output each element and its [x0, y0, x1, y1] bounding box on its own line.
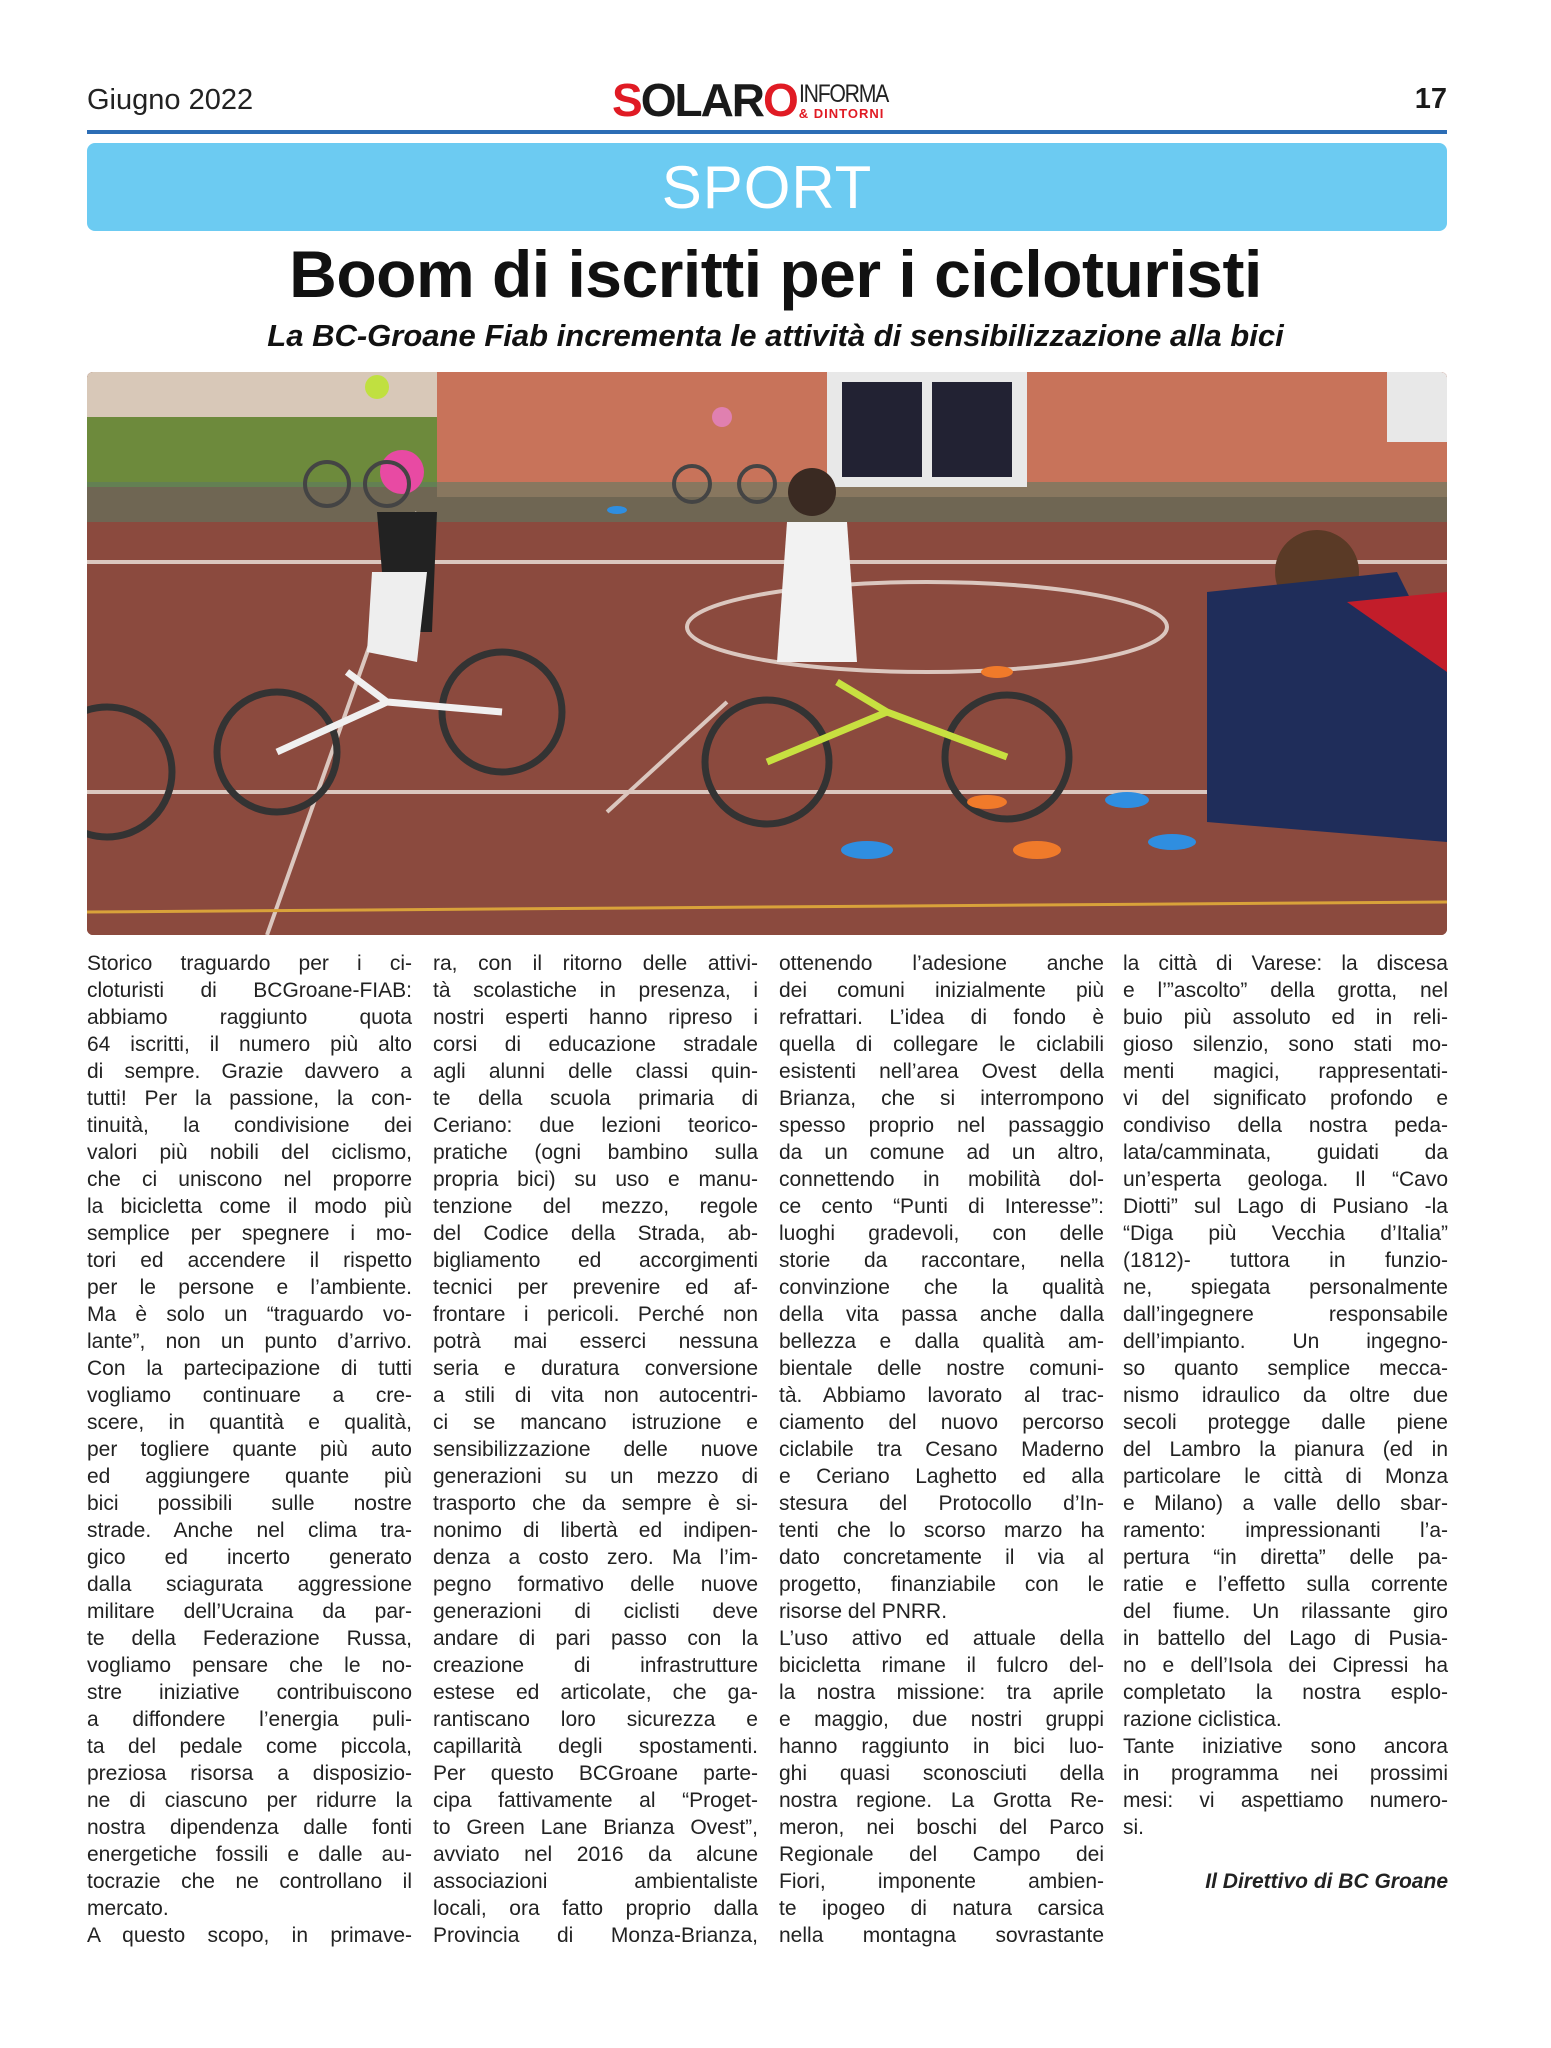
text-line: tà. Abbiamo lavorato al trac-: [779, 1384, 1104, 1407]
text-line: tecnici per prevenire ed af-: [433, 1276, 758, 1299]
text-line: luoghi gradevoli, con delle: [779, 1222, 1104, 1245]
text-line: rantiscano loro sicurezza e: [433, 1708, 758, 1731]
article-column-3: [779, 950, 1104, 1949]
text-line: convinzione che la qualità: [779, 1276, 1104, 1299]
text-line: (1812)- tuttora in funzio-: [1123, 1249, 1448, 1272]
issue-date: Giugno 2022: [87, 84, 254, 116]
paragraph: [1123, 1733, 1448, 1841]
text-line: buio più assoluto ed in reli-: [1123, 1006, 1448, 1029]
text-line: e maggio, due nostri gruppi: [779, 1708, 1104, 1731]
text-line: creazione di infrastrutture: [433, 1654, 758, 1677]
text-line: progetto, finanziabile con le: [779, 1573, 1104, 1596]
text-line: a stili di vita non autocentri-: [433, 1384, 758, 1407]
text-line: seria e duratura conversione: [433, 1357, 758, 1380]
text-line: dall’ingegnere responsabile: [1123, 1303, 1448, 1326]
author-signature: Il Direttivo di BC Groane: [1205, 1870, 1448, 1893]
text-line: so quanto semplice mecca-: [1123, 1357, 1448, 1380]
masthead-logo: [612, 74, 904, 126]
text-line: tutti! Per la passione, la con-: [87, 1087, 412, 1110]
text-line: nella montagna sovrastante: [779, 1924, 1104, 1947]
text-line: dalla sciagurata aggressione: [87, 1573, 412, 1596]
text-line: vi del significato profondo e: [1123, 1087, 1448, 1110]
text-line: generazioni di ciclisti deve: [433, 1600, 758, 1623]
logo-subtitle: INFORMA & DINTORNI: [798, 80, 888, 121]
text-line: si.: [1123, 1816, 1144, 1839]
text-line: ed aggiungere quante più: [87, 1465, 412, 1488]
text-line: ghi quasi sconosciuti della: [779, 1762, 1104, 1785]
paragraph: [779, 950, 1104, 1625]
text-line: avviato nel 2016 da alcune: [433, 1843, 758, 1866]
text-line: la bicicletta come il modo più: [87, 1195, 412, 1218]
section-label: SPORT: [661, 153, 873, 221]
text-line: la città di Varese: la discesa: [1123, 952, 1448, 975]
text-line: nostra dipendenza dalle fonti: [87, 1816, 412, 1839]
text-line: ra, con il ritorno delle attivi-: [433, 952, 758, 975]
text-line: nonimo di libertà ed indipen-: [433, 1519, 758, 1542]
text-line: secoli protegge dalle piene: [1123, 1411, 1448, 1434]
article-subtitle: La BC-Groane Fiab incrementa le attività di sensibilizzazione alla bici: [267, 318, 1284, 353]
text-line: ratie e l’effetto sulla corrente: [1123, 1573, 1448, 1596]
text-line: da un comune ad un altro,: [779, 1141, 1104, 1164]
text-line: dei comuni inizialmente più: [779, 979, 1104, 1002]
text-line: cipa fattivamente al “Proget-: [433, 1789, 758, 1812]
paragraph: [433, 950, 758, 1949]
text-line: del Lambro la pianura (ed in: [1123, 1438, 1448, 1461]
text-line: scere, in quantità e qualità,: [87, 1411, 412, 1434]
text-line: Fiori, imponente ambien-: [779, 1870, 1104, 1893]
text-line: ciamento del nuovo percorso: [779, 1411, 1104, 1434]
text-line: in programma nei prossimi: [1123, 1762, 1448, 1785]
text-line: vogliamo pensare che le no-: [87, 1654, 412, 1677]
text-line: associazioni ambientaliste: [433, 1870, 758, 1893]
text-line: mercato.: [87, 1897, 169, 1920]
text-line: per togliere quante più auto: [87, 1438, 412, 1461]
text-line: 64 iscritti, il numero più alto: [87, 1033, 412, 1056]
text-line: bientale delle nostre comuni-: [779, 1357, 1104, 1380]
text-line: Diotti” sul Lago di Pusiano -la: [1123, 1195, 1448, 1218]
text-line: militare dell’Ucraina da par-: [87, 1600, 412, 1623]
text-line: potrà mai esserci nessuna: [433, 1330, 758, 1353]
text-line: Regionale del Campo dei: [779, 1843, 1104, 1866]
text-line: nostri esperti hanno ripreso i: [433, 1006, 758, 1029]
text-line: stre iniziative contribuiscono: [87, 1681, 412, 1704]
text-line: del fiume. Un rilassante giro: [1123, 1600, 1448, 1623]
text-line: in battello del Lago di Pusia-: [1123, 1627, 1448, 1650]
article-photo-children-cycling: [87, 372, 1447, 935]
text-line: vogliamo continuare a cre-: [87, 1384, 412, 1407]
text-line: tenti che lo scorso marzo ha: [779, 1519, 1104, 1542]
paragraph: [1123, 950, 1448, 1733]
paragraph: [87, 950, 412, 1922]
text-line: esistenti nell’area Ovest della: [779, 1060, 1104, 1083]
text-line: locali, ora fatto proprio dalla: [433, 1897, 758, 1920]
text-line: un’esperta geologa. Il “Cavo: [1123, 1168, 1448, 1191]
text-line: tenzione del mezzo, regole: [433, 1195, 758, 1218]
text-line: preziosa risorsa a disposizio-: [87, 1762, 412, 1785]
text-line: te della scuola primaria di: [433, 1087, 758, 1110]
text-line: nostra regione. La Grotta Re-: [779, 1789, 1104, 1812]
text-line: sensibilizzazione delle nuove: [433, 1438, 758, 1461]
text-line: stesura del Protocollo d’In-: [779, 1492, 1104, 1515]
text-line: refrattari. L’idea di fondo è: [779, 1006, 1104, 1029]
text-line: A questo scopo, in primave-: [87, 1924, 412, 1947]
text-line: te ipogeo di natura carsica: [779, 1897, 1104, 1920]
text-line: semplice per spegnere i mo-: [87, 1222, 412, 1245]
text-line: della vita passa anche dalla: [779, 1303, 1104, 1326]
text-line: corsi di educazione stradale: [433, 1033, 758, 1056]
text-line: risorse del PNRR.: [779, 1600, 948, 1623]
text-line: menti magici, rappresentati-: [1123, 1060, 1448, 1083]
text-line: energetiche fossili e dalle au-: [87, 1843, 412, 1866]
text-line: hanno raggiunto in bici luo-: [779, 1735, 1104, 1758]
text-line: ramento: impressionanti l’a-: [1123, 1519, 1448, 1542]
text-line: andare di pari passo con la: [433, 1627, 758, 1650]
text-line: tà scolastiche in presenza, i: [433, 979, 758, 1002]
text-line: pegno formativo delle nuove: [433, 1573, 758, 1596]
text-line: capillarità degli spostamenti.: [433, 1735, 758, 1758]
text-line: Storico traguardo per i ci-: [87, 952, 412, 975]
text-line: bigliamento ed accorgimenti: [433, 1249, 758, 1272]
text-line: strade. Anche nel clima tra-: [87, 1519, 412, 1542]
text-line: L’uso attivo ed attuale della: [779, 1627, 1104, 1650]
text-line: dell’impianto. Un ingegno-: [1123, 1330, 1448, 1353]
article-title: Boom di iscritti per i cicloturisti: [289, 237, 1262, 311]
text-line: e l’”ascolto” della grotta, nel: [1123, 979, 1448, 1002]
text-line: ne, spiegata personalmente: [1123, 1276, 1448, 1299]
text-line: Brianza, che si interrompono: [779, 1087, 1104, 1110]
text-line: tinuità, la condivisione dei: [87, 1114, 412, 1137]
text-line: estese ed articolate, che ga-: [433, 1681, 758, 1704]
text-line: connettendo in mobilità dol-: [779, 1168, 1104, 1191]
text-line: valori più nobili del ciclismo,: [87, 1141, 412, 1164]
text-line: la nostra missione: tra aprile: [779, 1681, 1104, 1704]
article-column-2: [433, 950, 758, 1949]
logo-solaro: SOLARO: [612, 74, 797, 126]
text-line: che ci uniscono nel proporre: [87, 1168, 412, 1191]
text-line: di sempre. Grazie davvero a: [87, 1060, 412, 1083]
text-line: Tante iniziative sono ancora: [1123, 1735, 1448, 1758]
text-line: mesi: vi aspettiamo numero-: [1123, 1789, 1448, 1812]
text-line: ta del pedale come piccola,: [87, 1735, 412, 1758]
text-line: Ceriano: due lezioni teorico-: [433, 1114, 758, 1137]
text-line: pertura “in diretta” delle pa-: [1123, 1546, 1448, 1569]
article-column-1: [87, 950, 412, 1949]
text-line: ne di ciascuno per ridurre la: [87, 1789, 412, 1812]
text-line: lante”, non un punto d’arrivo.: [87, 1330, 412, 1353]
text-line: ciclabile tra Cesano Maderno: [779, 1438, 1104, 1461]
text-line: particolare le città di Monza: [1123, 1465, 1448, 1488]
text-line: del Codice della Strada, ab-: [433, 1222, 758, 1245]
text-line: gioso silenzio, sono stati mo-: [1123, 1033, 1448, 1056]
text-line: bicicletta rimane il fulcro del-: [779, 1654, 1104, 1677]
text-line: no e dell’Isola dei Cipressi ha: [1123, 1654, 1448, 1677]
text-line: per le persone e l’ambiente.: [87, 1276, 412, 1299]
text-line: spesso proprio nel passaggio: [779, 1114, 1104, 1137]
text-line: gico ed incerto generato: [87, 1546, 412, 1569]
section-banner: [87, 143, 1447, 231]
text-line: Con la partecipazione di tutti: [87, 1357, 412, 1380]
page-number: 17: [1414, 83, 1447, 115]
text-line: ce cento “Punti di Interesse”:: [779, 1195, 1104, 1218]
text-line: Provincia di Monza-Brianza,: [433, 1924, 758, 1947]
text-line: dato concretamente il via al: [779, 1546, 1104, 1569]
text-line: frontare i pericoli. Perché non: [433, 1303, 758, 1326]
text-line: nismo idraulico da oltre due: [1123, 1384, 1448, 1407]
text-line: denza a costo zero. Ma l’im-: [433, 1546, 758, 1569]
text-line: propria bici) su uso e manu-: [433, 1168, 758, 1191]
text-line: abbiamo raggiunto quota: [87, 1006, 412, 1029]
text-line: ottenendo l’adesione anche: [779, 952, 1104, 975]
article-column-4: [1123, 950, 1448, 1895]
text-line: agli alunni delle classi quin-: [433, 1060, 758, 1083]
text-line: condiviso della nostra peda-: [1123, 1114, 1448, 1137]
text-line: generazioni su un mezzo di: [433, 1465, 758, 1488]
text-line: completato la nostra esplo-: [1123, 1681, 1448, 1704]
text-line: lata/camminata, guidati da: [1123, 1141, 1448, 1164]
text-line: meron, nei boschi del Parco: [779, 1816, 1104, 1839]
paragraph: [87, 1922, 412, 1949]
text-line: tocrazie che ne controllano il: [87, 1870, 412, 1893]
text-line: razione ciclistica.: [1123, 1708, 1282, 1731]
text-line: ci se mancano istruzione e: [433, 1411, 758, 1434]
paragraph: [779, 1625, 1104, 1949]
text-line: to Green Lane Brianza Ovest”,: [433, 1816, 758, 1839]
text-line: tori ed accendere il rispetto: [87, 1249, 412, 1272]
text-line: a diffondere l’energia puli-: [87, 1708, 412, 1731]
text-line: pratiche (ogni bambino sulla: [433, 1141, 758, 1164]
text-line: Ma è solo un “traguardo vo-: [87, 1303, 412, 1326]
text-line: bici possibili sulle nostre: [87, 1492, 412, 1515]
text-line: trasporto che da sempre è si-: [433, 1492, 758, 1515]
text-line: te della Federazione Russa,: [87, 1627, 412, 1650]
text-line: “Diga più Vecchia d’Italia”: [1123, 1222, 1448, 1245]
text-line: quella di collegare le ciclabili: [779, 1033, 1104, 1056]
text-line: e Milano) a valle dello sbar-: [1123, 1492, 1448, 1515]
text-line: e Ceriano Laghetto ed alla: [779, 1465, 1104, 1488]
text-line: cloturisti di BCGroane-FIAB:: [87, 979, 412, 1002]
text-line: bellezza e dalla qualità am-: [779, 1330, 1104, 1353]
text-line: Per questo BCGroane parte-: [433, 1762, 758, 1785]
header-rule: [87, 130, 1447, 134]
text-line: storie da raccontare, nella: [779, 1249, 1104, 1272]
